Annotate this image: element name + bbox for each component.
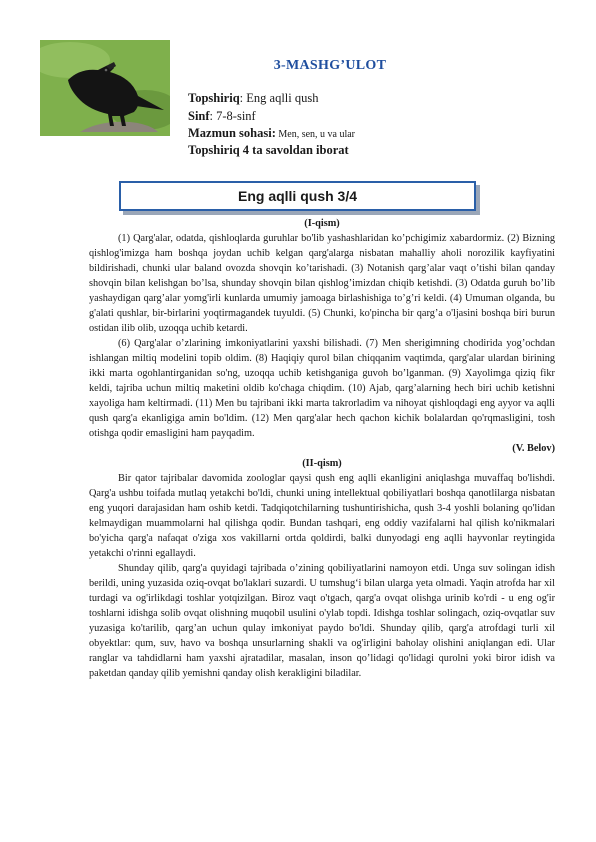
task-count-text: Topshiriq 4 ta savoldan iborat	[188, 143, 349, 157]
task-value: : Eng aqlli qush	[239, 91, 319, 105]
grade-line	[188, 109, 256, 124]
part1-heading: (I-qism)	[304, 218, 340, 229]
task-count-note	[188, 143, 349, 158]
paragraph-1: (1) Qarg'alar, odatda, qishloqlarda guruhlar bo'lib yashashlaridan ko’pchigimiz xabardormiz. (2) Bizning qishlog'imizga ham boshqa joydan uchib kelgan qarg'alarga nisbatan mahalliy aholi norozilik kayfiyatini bildirishadi, chunki ular baland ovozda shovqin ko’tarishadi. (3) Notanish qarg’alar vaqt o’tishi bilan qanday shovqin bilan kelishgan bo’lsa, shunday shovqin bilan qishlog’imizdan chiqib ketishdi. (3) Odatda guruh bo’lib yashaydigan qarg’alar yomg'irli kunlarda umumiy jamoaga birlashishiga to’g’ri keldi. (4) Umuman olganda, bu g'alati qushlar, bir-birlarini yoqtirmagandek tuyuldi. (5) Chunki, ko'pincha bir qarg’a o'ljasini boshqa biri burun ostidan ilib olib, uzoqqa uchib ketardi.	[89, 233, 555, 334]
task-line	[188, 91, 318, 106]
grade-value: : 7-8-sinf	[209, 109, 256, 123]
reading-text	[89, 216, 555, 681]
paragraph-4: Shunday qilib, qarg'a quyidagi tajribada o’zining qobiliyatlarini namoyon etdi. Unga suv solingan idish berildi, uning yuzasida oziq-ovqat bo'laklari suzardi. U tumshug‘i bilan ularga yeta olmadi. Yaqin atrofda har xil turdagi va og'irlikdagi toshlar yotqizilgan. Biroz vaqt o'tgach, qarg'a ovqat olishga urinib ko'rdi - u eng og'ir toshlarni idishga solib ovqat olishning muqobil usulini o'ylab topdi. Idishga toshlar solingach, oziq-ovqatlar suv yuzasiga ko'tarilib, qarg’an uchun qulay imkoniyat paydo bo'ldi. Shunday qilib, qarg'a atrofdagi turli xil obyektlar: qum, suv, havo va boshqa unsurlarning shakli va og'irligini baholay olishini aniqlangan edi. Ular ranglar va tahdidlarni ham yaxshi ajratadilar, masalan, inson qo’lidagi qo'lidagi qurolni yoki biror idish va paketdan qanday qilib yemishni qanday olish kerakligini biladilar.	[89, 563, 555, 679]
section-banner	[119, 181, 476, 211]
crow-image	[40, 40, 170, 136]
paragraph-3: Bir qator tajribalar davomida zoologlar qaysi qush eng aqlli ekanligini aniqlashga muvaffaq bo'lishdi. Qarg'a ushbu toifada mutlaq yetakchi bo'ldi, chunki uning intellektual qobiliyatlari boshqa qanotlilarga nisbatan eng yuqori darajasidan ham oshib ketdi. Tadqiqotchilarning tushuntirishicha, qush 3-4 yoshli bolaning qo'lidan kelmaydigan muammolarni hal qilishga qodir. Bundan tashqari, eng oddiy vazifalarni hal qilish ko'nikmalari bo'yicha qarg'a nafaqat o'ziga xos vakillarni ortda qoldirdi, balki dunyodagi eng aqlli hayvonlar reytingida yetakchi o'rinni egallaydi.	[89, 473, 555, 559]
task-label: Topshiriq	[188, 91, 240, 105]
content-label: Mazmun sohasi:	[188, 126, 276, 140]
crow-photo	[40, 40, 170, 136]
content-value: Men, sen, u va ular	[275, 129, 356, 140]
lesson-title: 3-MASHG’ULOT	[273, 58, 387, 73]
author-credit: (V. Belov)	[512, 443, 555, 454]
paragraph-2: (6) Qarg'alar o’zlarining imkoniyatlarini yaxshi bilishadi. (7) Men sherigimning chodirida yog’ochdan ishlangan miltiq modelini topib oldim. (8) Haqiqiy qurol bilan chiqqanim vaqtimda, qarg'alar ulardan birining ikki marta ogohlantirganidan so'ng, uzoqqa uchib ketishganiga guvoh bo’lganman. (9) Xayolimga qiziq fikr keldi, tajriba uchun miltiq maketini oldib ko'chaga chiqdim. (10) Ajab, qarg’alarning hech biri uchib ketishni xayoliga ham keltirmadi. (11) Men bu tajribani ikki marta takrorladim va nihoyat qishloqdagi eng ayyor va aqlli qush qarg'a ekanligiga amin bo'ldim. (12) Men qarg'alar hech qachon kichik bolalardan qo'rqmasligini, tosh otishga qodir emasligini ham payqadim.	[89, 338, 555, 439]
grade-label: Sinf	[188, 109, 210, 123]
content-line	[188, 126, 355, 141]
part2-heading: (II-qism)	[302, 458, 342, 469]
banner-title: Eng aqlli qush 3/4	[237, 188, 358, 204]
